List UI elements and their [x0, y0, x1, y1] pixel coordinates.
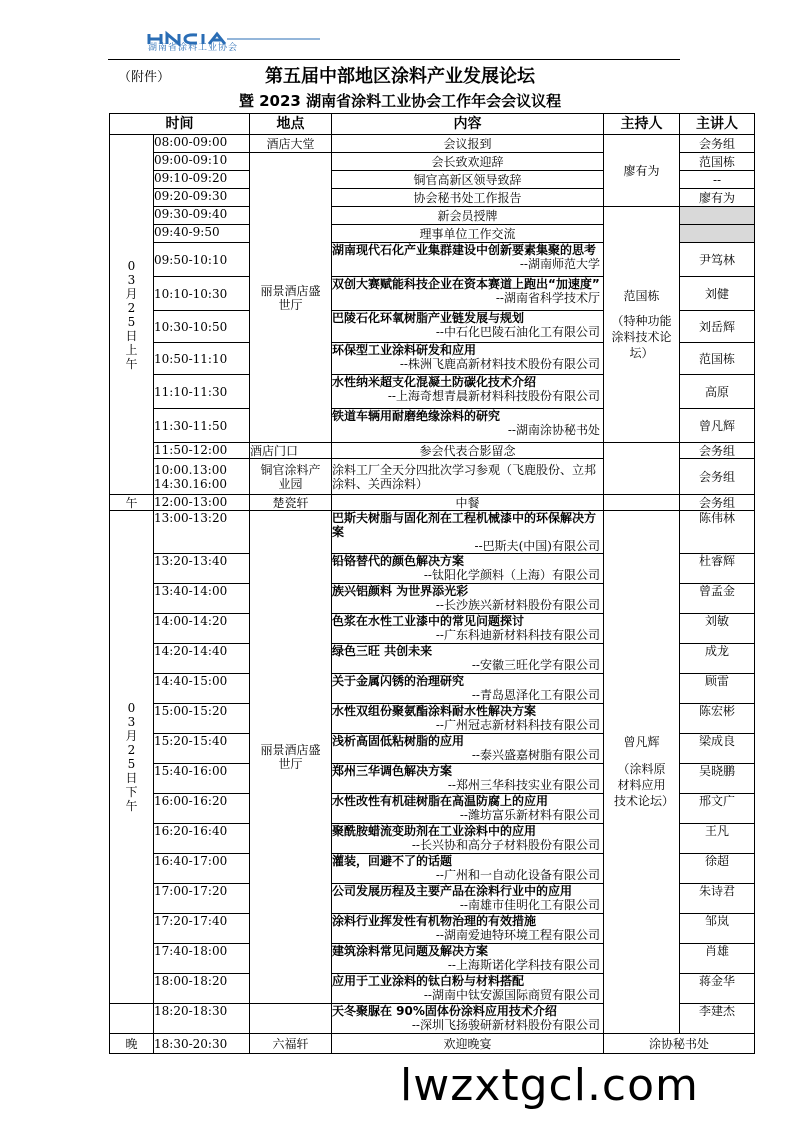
time-cell: 09:20-09:30	[154, 189, 250, 207]
col-header-host: 主持人	[604, 114, 680, 135]
table-row	[110, 207, 755, 225]
content-cell: 参会代表合影留念	[332, 443, 604, 459]
speaker-cell: 肖雄	[680, 944, 755, 974]
content-cell: 会长致欢迎辞	[332, 153, 604, 171]
talk-cell: 铁道车辆用耐磨绝缘涂料的研究 --湖南涂协秘书处	[332, 409, 604, 443]
time-cell: 14:20-14:40	[154, 644, 250, 674]
col-header-content: 内容	[332, 114, 604, 135]
host-name: 曾凡辉	[623, 735, 660, 749]
time-cell: 09:50-10:10	[154, 243, 250, 277]
host-note: （特种功能涂料技术论坛）	[611, 313, 672, 360]
venue-cell: 酒店大堂	[250, 135, 332, 153]
time-cell: 11:30-11:50	[154, 409, 250, 443]
host-cell: 廖有为	[604, 135, 680, 207]
talk-cell: 环保型工业涂料研发和应用 --株洲飞鹿高新材料技术股份有限公司	[332, 343, 604, 375]
time-cell: 09:10-09:20	[154, 171, 250, 189]
host-cell	[604, 207, 680, 443]
content-cell: 协会秘书处工作报告	[332, 189, 604, 207]
time-cell: 17:20-17:40	[154, 914, 250, 944]
talk-cell: 天冬聚脲在 90%固体份涂料应用技术介绍 --深圳飞扬骏研新材料股份有限公司	[332, 1004, 604, 1034]
time-cell: 10:30-10:50	[154, 311, 250, 343]
table-header-row	[110, 114, 755, 135]
talk-cell: 双创大赛赋能科技企业在资本赛道上跑出“加速度” --湖南省科学技术厅	[332, 277, 604, 311]
table-row	[110, 511, 755, 554]
time-cell: 08:00-09:00	[154, 135, 250, 153]
time-cell: 14:00-14:20	[154, 614, 250, 644]
speaker-cell: 范国栋	[680, 153, 755, 171]
talk-cell: 应用于工业涂料的钛白粉与材料搭配 --湖南中钛安源国际商贸有限公司	[332, 974, 604, 1004]
content-cell: 中餐	[332, 495, 604, 511]
speaker-cell	[680, 207, 755, 225]
venue-cell: 铜官涂料产业园	[250, 459, 332, 495]
day-label-evening: 晚	[110, 1034, 154, 1054]
speaker-cell: 成龙	[680, 644, 755, 674]
talk-cell: 水性双组份聚氨酯涂料耐水性解决方案 --广州冠志新材料科技有限公司	[332, 704, 604, 734]
talk-cell: 浅析高固低粘树脂的应用 --泰兴盛嘉树脂有限公司	[332, 734, 604, 764]
watermark-text: lwzxtgcl.com	[400, 1060, 699, 1111]
time-cell: 18:30-20:30	[154, 1034, 250, 1054]
speaker-cell: 曾孟金	[680, 584, 755, 614]
time-cell: 16:00-16:20	[154, 794, 250, 824]
time-cell: 09:40-9:50	[154, 225, 250, 243]
header-rule	[108, 59, 680, 60]
speaker-cell: 朱诗君	[680, 884, 755, 914]
col-header-time: 时间	[110, 114, 250, 135]
content-cell: 欢迎晚宴	[332, 1034, 604, 1054]
agenda-table	[109, 113, 755, 1054]
talk-cell: 建筑涂料常见问题及解决方案 --上海斯诺化学科技有限公司	[332, 944, 604, 974]
venue-cell	[250, 1004, 332, 1034]
speaker-cell: 会务组	[680, 443, 755, 459]
talk-cell: 水性纳米超支化混凝土防碳化技术介绍 --上海奇想青晨新材料科技股份有限公司	[332, 375, 604, 409]
talk-cell: 色浆在水性工业漆中的常见问题探讨 --广东科迪新材料科技有限公司	[332, 614, 604, 644]
time-cell: 13:20-13:40	[154, 554, 250, 584]
time-cell: 16:20-16:40	[154, 824, 250, 854]
venue-cell: 丽景酒店盛世厅	[250, 511, 332, 1004]
table-row	[110, 1034, 755, 1054]
time-cell: 15:00-15:20	[154, 704, 250, 734]
talk-cell: 水性改性有机硅树脂在高温防腐上的应用 --潍坊富乐新材料有限公司	[332, 794, 604, 824]
talk-cell: 公司发展历程及主要产品在涂料行业中的应用 --南雄市佳明化工有限公司	[332, 884, 604, 914]
time-cell: 09:00-09:10	[154, 153, 250, 171]
time-cell: 18:20-18:30	[154, 1004, 250, 1034]
speaker-cell: 会务组	[680, 459, 755, 495]
day-label-noon: 午	[110, 495, 154, 511]
document-subtitle: 暨 2023 湖南省涂料工业协会工作年会会议议程	[238, 92, 562, 110]
col-header-venue: 地点	[250, 114, 332, 135]
speaker-cell: 陈伟林	[680, 511, 755, 554]
content-cell: 会议报到	[332, 135, 604, 153]
table-row	[110, 443, 755, 459]
content-cell: 理事单位工作交流	[332, 225, 604, 243]
host-note: （涂料原材料应用技术论坛）	[614, 762, 675, 808]
venue-cell: 六福轩	[250, 1034, 332, 1054]
host-cell	[604, 511, 680, 1034]
speaker-cell: 杜睿辉	[680, 554, 755, 584]
venue-cell: 丽景酒店盛世厅	[250, 153, 332, 443]
speaker-cell: 邹岚	[680, 914, 755, 944]
talk-cell: 郑州三华调色解决方案 --郑州三华科技实业有限公司	[332, 764, 604, 794]
speaker-cell: 顾雷	[680, 674, 755, 704]
host-name: 范国栋	[623, 288, 660, 303]
time-cell: 11:50-12:00	[154, 443, 250, 459]
speaker-cell: 尹笃林	[680, 243, 755, 277]
speaker-cell: 陈宏彬	[680, 704, 755, 734]
talk-cell: 绿色三旺 共创未来 --安徽三旺化学有限公司	[332, 644, 604, 674]
speaker-cell: 王凡	[680, 824, 755, 854]
speaker-cell: --	[680, 171, 755, 189]
table-row	[110, 495, 755, 511]
time-cell: 18:00-18:20	[154, 974, 250, 1004]
time-cell: 09:30-09:40	[154, 207, 250, 225]
content-cell: 铜官高新区领导致辞	[332, 171, 604, 189]
time-cell: 10:00.13:00 14:30.16:00	[154, 459, 250, 495]
talk-cell: 巴陵石化环氧树脂产业链发展与规划 --中石化巴陵石油化工有限公司	[332, 311, 604, 343]
speaker-cell: 会务组	[680, 135, 755, 153]
talk-cell: 灌装，回避不了的话题 --广州和一自动化设备有限公司	[332, 854, 604, 884]
day-label-afternoon: 03月25日下午	[110, 511, 154, 1004]
speaker-cell: 曾凡辉	[680, 409, 755, 443]
speaker-cell: 刘岳辉	[680, 311, 755, 343]
content-cell: 涂料工厂全天分四批次学习参观（飞鹿股份、立邦涂料、关西涂料）	[332, 459, 604, 495]
speaker-cell: 蒋金华	[680, 974, 755, 1004]
time-cell: 11:10-11:30	[154, 375, 250, 409]
speaker-cell: 刘健	[680, 277, 755, 311]
talk-cell: 族兴铝颜料 为世界添光彩 --长沙族兴新材料股份有限公司	[332, 584, 604, 614]
day-label-morning: 03月25日上午	[110, 135, 154, 495]
talk-cell: 巴斯夫树脂与固化剂在工程机械漆中的环保解决方案 --巴斯夫(中国)有限公司	[332, 511, 604, 554]
host-cell	[604, 495, 680, 511]
speaker-cell: 刘敏	[680, 614, 755, 644]
content-cell: 新会员授牌	[332, 207, 604, 225]
speaker-cell	[680, 225, 755, 243]
time-cell: 15:40-16:00	[154, 764, 250, 794]
time-cell: 10:50-11:10	[154, 343, 250, 375]
time-cell: 13:40-14:00	[154, 584, 250, 614]
talk-cell: 关于金属闪锈的治理研究 --青岛恩泽化工有限公司	[332, 674, 604, 704]
time-cell: 10:10-10:30	[154, 277, 250, 311]
day-label-cell	[110, 1004, 154, 1034]
talk-cell: 铅铬替代的颜色解决方案 --钛阳化学颜料（上海）有限公司	[332, 554, 604, 584]
speaker-cell: 梁成良	[680, 734, 755, 764]
time-cell: 12:00-13:00	[154, 495, 250, 511]
speaker-cell: 会务组	[680, 495, 755, 511]
speaker-cell: 徐超	[680, 854, 755, 884]
speaker-cell: 邢文广	[680, 794, 755, 824]
talk-cell: 聚酰胺蜡流变助剂在工业涂料中的应用 --长兴协和高分子材料股份有限公司	[332, 824, 604, 854]
time-cell: 16:40-17:00	[154, 854, 250, 884]
speaker-cell: 吴晓鹏	[680, 764, 755, 794]
talk-cell: 湖南现代石化产业集群建设中创新要素集聚的思考 --湖南师范大学	[332, 243, 604, 277]
attachment-label: （附件）	[118, 70, 171, 85]
speaker-cell: 廖有为	[680, 189, 755, 207]
venue-cell: 楚瓷轩	[250, 495, 332, 511]
time-cell: 17:40-18:00	[154, 944, 250, 974]
time-cell: 17:00-17:20	[154, 884, 250, 914]
col-header-speaker: 主讲人	[680, 114, 755, 135]
document-title: 第五届中部地区涂料产业发展论坛	[265, 66, 535, 87]
host-cell: 涂协秘书处	[604, 1034, 755, 1054]
venue-cell: 酒店门口	[250, 443, 332, 459]
speaker-cell: 李建杰	[680, 1004, 755, 1034]
speaker-cell: 范国栋	[680, 343, 755, 375]
time-cell: 14:40-15:00	[154, 674, 250, 704]
host-cell	[604, 443, 680, 495]
logo-text: 湖南省涂料工业协会	[148, 43, 239, 53]
talk-cell: 涂料行业挥发性有机物治理的有效措施 --湖南爱迪特环境工程有限公司	[332, 914, 604, 944]
time-cell: 13:00-13:20	[154, 511, 250, 554]
table-row	[110, 135, 755, 153]
time-cell: 15:20-15:40	[154, 734, 250, 764]
speaker-cell: 高原	[680, 375, 755, 409]
